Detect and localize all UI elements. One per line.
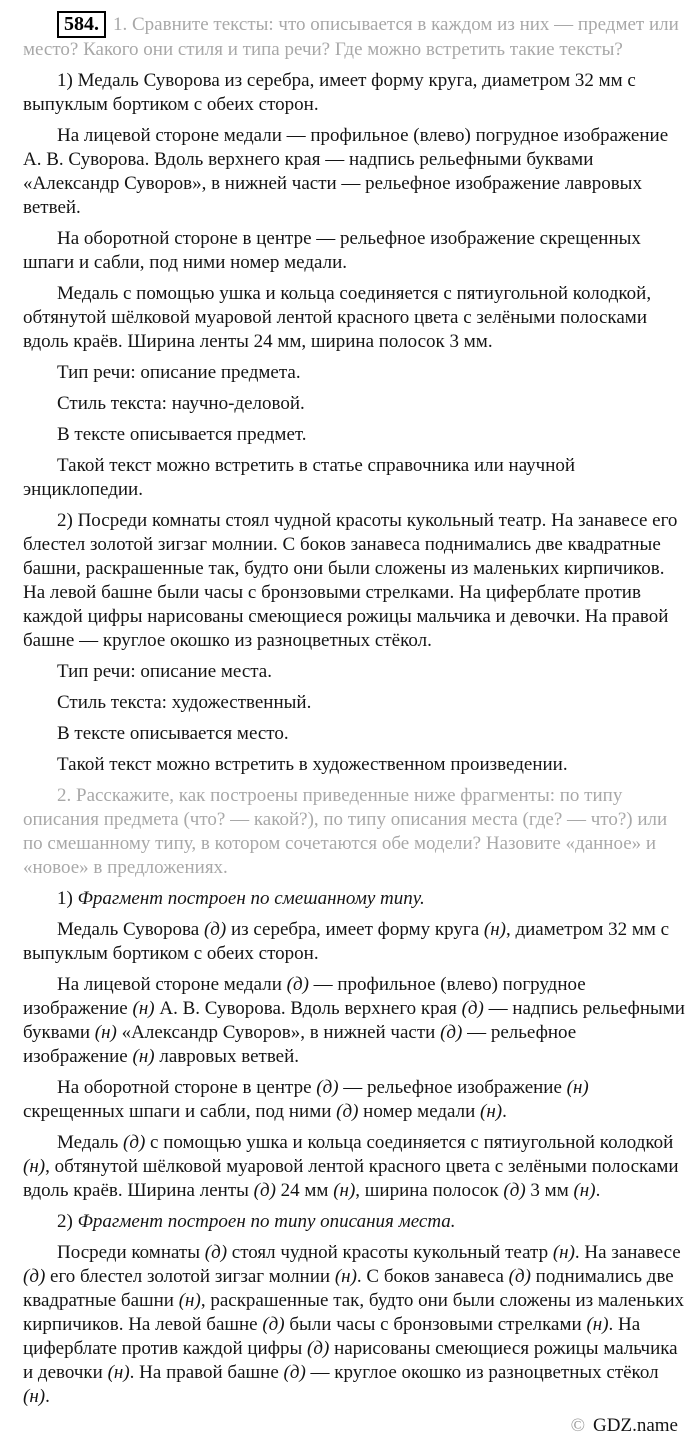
- text-segment: 1): [57, 888, 78, 909]
- exercise-number-badge: 584.: [57, 11, 106, 38]
- italic-segment: (н): [178, 1290, 201, 1311]
- answer-described-2: [23, 722, 685, 746]
- italic-segment: (н): [480, 1101, 503, 1122]
- text-segment: .: [595, 1180, 601, 1201]
- text-segment: В тексте описывается предмет.: [57, 424, 307, 445]
- italic-segment: (д): [316, 1077, 339, 1098]
- text-segment: . С боков занавеса: [356, 1266, 509, 1287]
- paragraph-puppet-theater: [23, 509, 685, 653]
- text-segment: — круглое окошко из разноцветных стёкол: [305, 1362, 659, 1383]
- text-segment: поднимались две квадратные башни: [23, 1266, 674, 1311]
- text-segment: 2) Посреди комнаты стоял чудной красоты кукольный театр. На занавесе его блестел золотой зигзаг молнии. С боков занавеса поднимались две квадратные башни, раскрашенные так, будто они были сложены из маленьких кирпичиков. На левой башне были часы с бронзовыми стрелками. На циферблате против каждой цифры нарисованы смеющиеся рожицы мальчика и девочки. На правой башне — круглое окошко из разноцветных стёкол.: [23, 510, 678, 651]
- answer-medal-marked-1: [23, 918, 685, 966]
- text-segment: номер медали: [358, 1101, 481, 1122]
- text-segment: . На правой башне: [129, 1362, 284, 1383]
- text-segment: 1) Медаль Суворова из серебра, имеет форму круга, диаметром 32 мм с выпуклым бортиком с обеих сторон.: [23, 70, 636, 115]
- italic-segment: (н): [107, 1362, 130, 1383]
- italic-segment: (д): [203, 919, 227, 940]
- task-2: [23, 784, 685, 880]
- text-segment: , ширина полосок: [355, 1180, 504, 1201]
- text-segment: . На циферблате против каждой цифры: [23, 1314, 641, 1359]
- answer-medal-marked-4: [23, 1131, 685, 1203]
- copyright-footer: [571, 1414, 678, 1438]
- italic-segment: (д): [286, 974, 309, 995]
- italic-segment: (д): [440, 1022, 463, 1043]
- answer-where-found-2: [23, 753, 685, 777]
- text-segment: 2. Расскажите, как построены приведенные ниже фрагменты: по типу описания предмета (что? — какой?), по типу описания места (где? — что?) или по смешанному типу, в котором сочетаются обе модели? Назовите «данное» и «новое» в предложениях.: [23, 785, 668, 878]
- italic-segment: (н): [132, 1046, 155, 1067]
- text-segment: Посреди комнаты: [57, 1242, 205, 1263]
- answer-speech-type-1: [23, 361, 685, 385]
- text-segment: его блестел золотой зигзаг молнии: [45, 1266, 335, 1287]
- text-segment: А. В. Суворова. Вдоль верхнего края: [154, 998, 462, 1019]
- answer-medal-marked-2: [23, 973, 685, 1069]
- answer-described-1: [23, 423, 685, 447]
- text-segment: , обтянутой шёлковой муаровой лентой красного цвета с зелёными полосками вдоль краёв. Ширина ленты: [23, 1156, 679, 1201]
- text-segment: — рельефное изображение: [338, 1077, 567, 1098]
- text-segment: , раскрашенные так, будто они были сложены из маленьких кирпичиков. На левой башне: [23, 1290, 685, 1335]
- text-segment: 2): [57, 1211, 78, 1232]
- text-segment: .: [502, 1101, 507, 1122]
- italic-segment: (н): [94, 1022, 117, 1043]
- text-segment: Медаль с помощью ушка и кольца соединяется с пятиугольной колодкой, обтянутой шёлковой муаровой лентой красного цвета с зелёными полосками вдоль краёв. Ширина ленты 24 мм, ширина полосок 3 мм.: [23, 283, 652, 352]
- italic-segment: (н): [132, 998, 155, 1019]
- text-segment: с помощью ушка и кольца соединяется с пятиугольной колодкой: [145, 1132, 674, 1153]
- italic-segment: (д): [461, 998, 484, 1019]
- text-segment: .: [45, 1386, 50, 1407]
- text-segment: нарисованы смеющиеся рожицы мальчика и девочки: [23, 1338, 678, 1383]
- paragraph-ribbon: [23, 282, 685, 354]
- paragraph-medal-intro: [23, 69, 685, 117]
- italic-segment: Фрагмент построен по типу описания места.: [77, 1211, 456, 1232]
- text-segment: были часы с бронзовыми стрелками: [284, 1314, 587, 1335]
- italic-segment: (д): [336, 1101, 359, 1122]
- text-segment: На лицевой стороне медали: [57, 974, 287, 995]
- text-segment: . На занавесе: [574, 1242, 681, 1263]
- italic-segment: (д): [508, 1266, 531, 1287]
- text-segment: 24 мм: [275, 1180, 334, 1201]
- text-segment: Такой текст можно встретить в художественном произведении.: [57, 754, 568, 775]
- answer-theater-marked: [23, 1241, 685, 1409]
- text-segment: скрещенных шпаги и сабли, под ними: [23, 1101, 337, 1122]
- text-segment: Стиль текста: художественный.: [57, 692, 312, 713]
- text-segment: лавровых ветвей.: [154, 1046, 300, 1067]
- italic-segment: (д): [307, 1338, 330, 1359]
- italic-segment: (д): [253, 1180, 276, 1201]
- text-segment: Тип речи: описание места.: [57, 661, 272, 682]
- italic-segment: (н): [566, 1077, 589, 1098]
- text-segment: стоял чудной красоты кукольный театр: [227, 1242, 553, 1263]
- text-segment: «Александр Суворов», в нижней части: [116, 1022, 441, 1043]
- text-segment: из серебра, имеет форму круга: [226, 919, 484, 940]
- paragraph-obverse: [23, 124, 685, 220]
- answer-medal-marked-3: [23, 1076, 685, 1124]
- italic-segment: (н): [333, 1180, 356, 1201]
- text-segment: — надпись рельефными буквами: [23, 998, 685, 1043]
- italic-segment: (н): [483, 919, 506, 940]
- text-segment: В тексте описывается место.: [57, 723, 289, 744]
- italic-segment: (н): [552, 1242, 575, 1263]
- italic-segment: (д): [262, 1314, 285, 1335]
- italic-segment: (д): [283, 1362, 306, 1383]
- italic-segment: Фрагмент построен по смешанному типу.: [77, 888, 425, 909]
- italic-segment: (н): [573, 1180, 596, 1201]
- text-segment: Стиль текста: научно-деловой.: [57, 393, 305, 414]
- task-1-text: 1. Сравните тексты: что описывается в каждом из них — предмет или место? Какого они стиля и типа речи? Где можно встретить такие тексты?: [23, 14, 679, 60]
- italic-segment: (н): [23, 1386, 46, 1407]
- text-segment: — профильное (влево) погрудное изображение: [23, 974, 586, 1019]
- answer-fragment-type-1: [23, 887, 685, 911]
- text-segment: Такой текст можно встретить в статье справочника или научной энциклопедии.: [23, 455, 576, 500]
- italic-segment: (д): [123, 1132, 146, 1153]
- text-segment: , диаметром 32 мм с выпуклым бортиком с обеих сторон.: [23, 919, 670, 964]
- text-segment: Тип речи: описание предмета.: [57, 362, 301, 383]
- italic-segment: (д): [204, 1242, 228, 1263]
- italic-segment: (н): [586, 1314, 609, 1335]
- answer-speech-type-2: [23, 660, 685, 684]
- text-segment: На оборотной стороне в центре — рельефное изображение скрещенных шпаги и сабли, под ними номер медали.: [23, 228, 641, 273]
- document-body: [23, 69, 685, 1409]
- answer-where-found-1: [23, 454, 685, 502]
- italic-segment: (н): [334, 1266, 357, 1287]
- italic-segment: (д): [503, 1180, 526, 1201]
- copyright-icon: ©: [570, 1415, 586, 1436]
- italic-segment: (д): [23, 1266, 46, 1287]
- paragraph-reverse: [23, 227, 685, 275]
- answer-fragment-type-2: [23, 1210, 685, 1234]
- task-1: [23, 11, 685, 62]
- text-segment: На лицевой стороне медали — профильное (влево) погрудное изображение А. В. Суворова. Вдоль верхнего края — надпись рельефными буквами «Александр Суворов», в нижней части — рельефное изображение лавровых ветвей.: [23, 125, 669, 218]
- text-segment: На оборотной стороне в центре: [57, 1077, 317, 1098]
- italic-segment: (н): [23, 1156, 46, 1177]
- text-segment: — рельефное изображение: [23, 1022, 577, 1067]
- text-segment: 3 мм: [525, 1180, 574, 1201]
- site-name: GDZ.name: [593, 1415, 678, 1436]
- text-segment: Медаль: [57, 1132, 123, 1153]
- answer-style-1: [23, 392, 685, 416]
- answer-style-2: [23, 691, 685, 715]
- text-segment: Медаль Суворова: [57, 919, 204, 940]
